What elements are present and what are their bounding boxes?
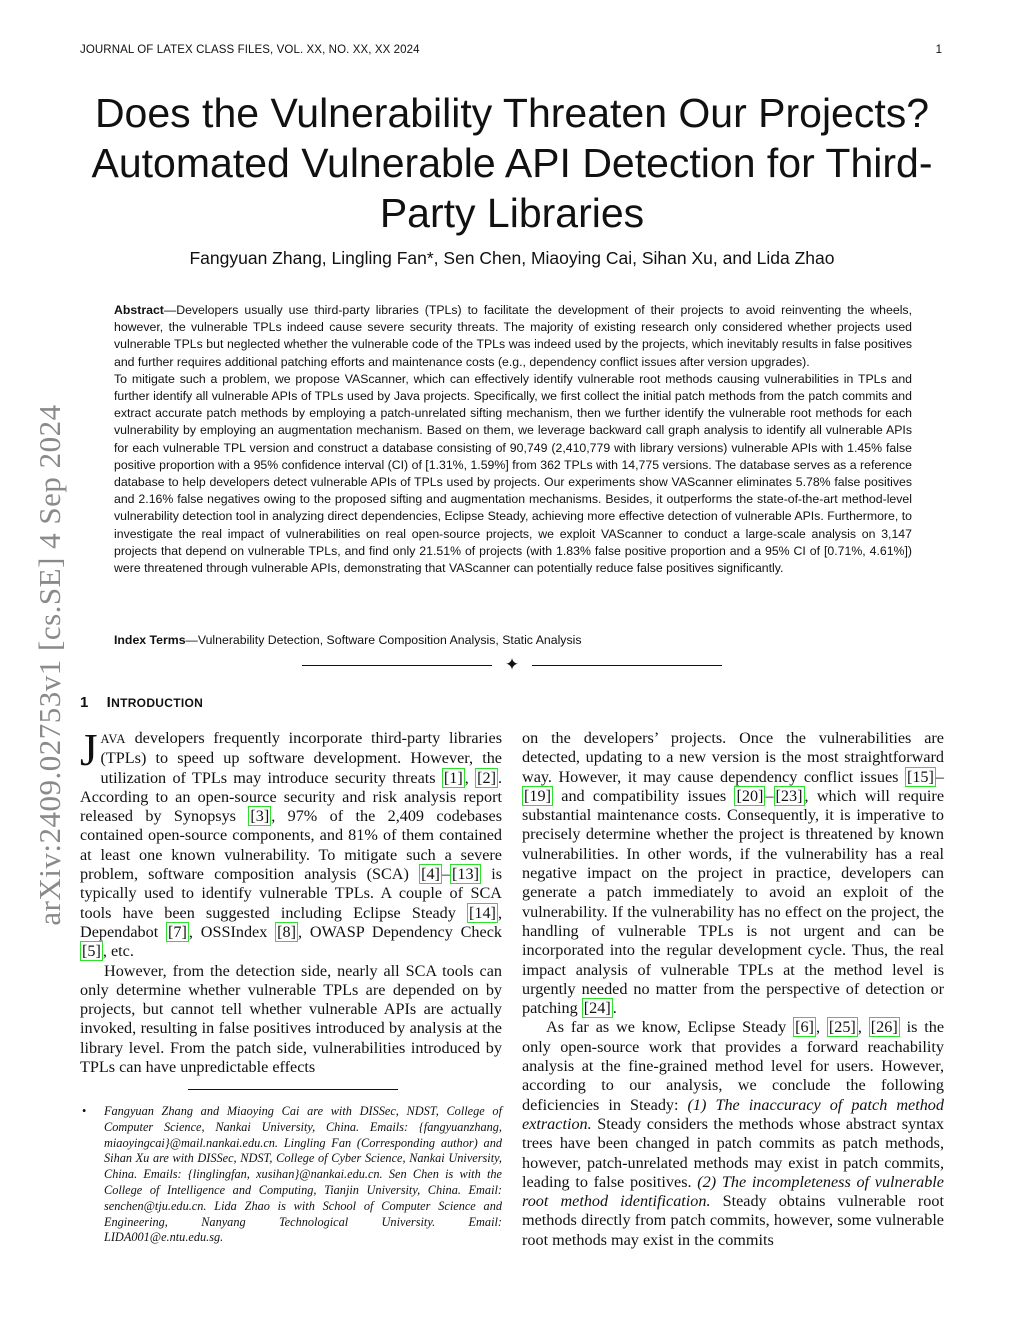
footnote-text: Fangyuan Zhang and Miaoying Cai are with DISSec, NDST, College of Computer Science, Nankai University, China. Emails: {fangyuanzhang, miaoyingcai}@mail.nankai.edu.cn. Lingling Fan (Corresponding author) and Sihan Xu are with DISSec, NDST, College of Cyber Science, Nankai University, China. Emails: {linglingfan, xusihan}@nankai.edu.cn. Sen Chen is with the College of Intelligence and Computing, Tianjin University, China. Email: senchen@tju.edu.cn. Lida Zhao is with School of Computer Science and Engineering, Nanyang Technological University. Email: LIDA001@e.ntu.edu.sg. — [104, 1104, 502, 1245]
index-terms-text: —Vulnerability Detection, Software Composition Analysis, Static Analysis — [185, 633, 582, 647]
citation-link[interactable]: [20] — [736, 786, 764, 805]
section-number: 1 — [80, 694, 89, 711]
section-title-rest: NTRODUCTION — [111, 696, 204, 710]
citation-link[interactable]: [6] — [795, 1018, 814, 1037]
paragraph-text: , which will require substantial maintenance costs. Consequently, it is imperative to precisely determine whether the project is threatened by known vulnerabilities. In other words, if the vulnerability has a real negative impact on the project in practice, developers can generate a patch immediately to avoid an exploit of the vulnerability. If the vulnerability has no effect on the project, the handling of vulnerable TPLs is not urgent and can be incorporated into the regular development cycle. Thus, the real impact analysis of vulnerable TPLs at the method level is urgently needed no matter from the perspective of detection or patching — [522, 786, 944, 1018]
citation-link[interactable]: [14] — [468, 903, 496, 922]
paragraph-text: – — [765, 786, 774, 805]
paragraph-text: , Dependabot — [80, 903, 502, 941]
index-terms — [114, 633, 912, 647]
citation-link[interactable]: [1] — [443, 768, 463, 787]
paragraph-text: is the only open-source work that provides a forward reachability analysis at the fine-grained method level for users. However, according to our analysis, we conclude the following deficiencies in Steady: — [522, 1018, 945, 1114]
index-terms-label: Index Terms — [114, 633, 186, 647]
author-list: Fangyuan Zhang, Lingling Fan*, Sen Chen, Miaoying Cai, Sihan Xu, and Lida Zhao — [189, 248, 835, 268]
body-column-left — [80, 725, 503, 1077]
body-column-right — [522, 729, 944, 1250]
intro-paragraph-1 — [80, 725, 503, 962]
paragraph-text: Steady obtains vulnerable root methods directly from patch commits, however, some vulnerable root methods may exist in the commits — [522, 1192, 944, 1249]
paragraph-text: , — [815, 1018, 827, 1037]
citation-link[interactable]: [15] — [906, 767, 934, 786]
intro-paragraph-4 — [522, 1018, 944, 1250]
divider-rule-right — [532, 665, 722, 666]
paragraph-text: on the developers’ projects. Once the vulnerabilities are detected, updating to a new version is the most straightforward way. However, it may cause dependency conflict issues — [522, 729, 944, 786]
paragraph-text: , OWASP Dependency Check — [298, 922, 502, 941]
paragraph-text: , 97% of the 2,409 codebases contained open-source components, and 81% of them contained at least one known vulnerability. To mitigate such a severe problem, software composition analysis (SCA) — [80, 807, 502, 884]
abstract-text-1: —Developers usually use third-party libraries (TPLs) to facilitate the development of their projects to avoid reinventing the wheels, however, the vulnerable TPLs indeed cause severe security threats. The majority of existing research only considered whether projects used vulnerable TPLs but neglected whether the vulnerable code of the TPLs was indeed used by the projects, which inevitably results in false positives and further requires additional patching efforts and maintenance costs (e.g., dependency conflict issues after version upgrades). — [114, 303, 912, 369]
arxiv-identifier-stamp: arXiv:2409.02753v1 [cs.SE] 4 Sep 2024 — [32, 404, 67, 926]
abstract-label: Abstract — [114, 303, 164, 317]
emphasis-text: (1) The inaccuracy of patch method extraction. — [522, 1095, 944, 1133]
paragraph-text: As far as we know, Eclipse Steady — [546, 1018, 794, 1037]
paragraph-text: – — [935, 767, 944, 786]
divider-diamond-icon: ✦ — [504, 655, 520, 674]
paragraph-text: , etc. — [102, 942, 134, 961]
citation-link[interactable]: [5] — [82, 942, 101, 961]
abstract-paragraph-2: To mitigate such a problem, we propose VAScanner, which can effectively identify vulnerable root methods causing vulnerabilities in TPLs and further identify all vulnerable APIs of TPLs used by Java projects. Specifically, we first collect the initial patch methods from the patch commits and extract accurate patch methods by employing a patch-unrelated sifting mechanism, then we further identify the vulnerable root methods for each vulnerability by employing an augmentation mechanism. Based on them, we leverage backward call graph analysis to identify all vulnerable APIs for each vulnerable TPL version and construct a database consisting of 90,749 (2,410,779 with library versions) vulnerable APIs with 1.45% false positive proportion with a 95% confidence interval (CI) of [1.31%, 1.59%] from 362 TPLs with 14,775 versions. The database serves as a reference database to help developers detect vulnerable APIs of TPLs used by projects. Our experiments show VAScanner eliminates 5.78% false positives and 2.16% false negatives owing to the proposed sifting and augmentation mechanisms. Besides, it outperforms the state-of-the-art method-level vulnerability detection tool in analyzing direct dependencies, Eclipse Steady, achieving more effective detection of vulnerable APIs. Furthermore, to investigate the real impact of vulnerabilities on real open-source projects, we exploit VAScanner to conduct a large-scale analysis on 3,147 projects that depend on vulnerable TPLs, and find only 21.51% of projects (with 1.83% false positive proportion and a 95% CI of [0.71%, 4.61%]) were threatened through vulnerable APIs, demonstrating that VAScanner can potentially reduce false positives significantly. — [114, 371, 912, 576]
citation-link[interactable]: [4] — [421, 865, 440, 884]
paragraph-text: developers frequently incorporate third-party libraries (TPLs) to speed up software development. However, the utilization of TPLs may introduce security threats — [100, 729, 502, 787]
paragraph-text: is typically used to identify vulnerable TPLs. A couple of SCA tools have been suggested including Eclipse Steady — [80, 865, 502, 922]
paragraph-text: . — [612, 999, 617, 1018]
citation-link[interactable]: [3] — [250, 807, 270, 826]
paragraph-text: – — [441, 865, 451, 884]
footnote-rule — [188, 1089, 398, 1090]
paragraph-text: , OSSIndex — [188, 922, 276, 941]
paragraph-text: and compatibility issues — [552, 786, 735, 805]
citation-link[interactable]: [26] — [870, 1018, 898, 1037]
intro-paragraph-2: However, from the detection side, nearly all SCA tools can only determine whether vulnerable TPLs are depended on by projects, but cannot tell whether vulnerable APIs are actually invoked, resulting in false positives introduced by analysis at the library level. From the patch side, vulnerabilities introduced by TPLs can have unpredictable effects — [80, 961, 502, 1077]
citation-link[interactable]: [19] — [524, 786, 551, 805]
page-number: 1 — [935, 44, 942, 56]
citation-link[interactable]: [25] — [828, 1018, 856, 1037]
footnote-bullet-icon: • — [82, 1104, 87, 1118]
paper-title: Does the Vulnerability Threaten Our Projects? Automated Vulnerable API Detection for Third-Party Libraries — [91, 90, 933, 236]
citation-link[interactable]: [13] — [452, 865, 480, 884]
paragraph-text: . According to an open-source security and risk analysis report released by Synopsys — [80, 768, 503, 826]
paragraph-text: Steady considers the methods whose abstract syntax trees have been changed in patch commits as patch methods, however, patch-unrelated methods may exist in patch commits, leading to false positives. — [522, 1114, 944, 1191]
author-affiliation-footnote — [80, 1104, 502, 1246]
citation-link[interactable]: [23] — [775, 786, 803, 805]
section-title-initial: I — [106, 694, 112, 711]
running-header: JOURNAL OF LATEX CLASS FILES, VOL. XX, NO. XX, XX 2024 — [80, 44, 420, 56]
abstract — [114, 302, 912, 577]
abstract-paragraph-1 — [114, 302, 912, 371]
first-word-small-caps: AVA — [100, 732, 126, 746]
drop-cap: J — [80, 725, 98, 775]
paragraph-text: , — [464, 768, 476, 787]
intro-paragraph-3 — [522, 729, 944, 1018]
paragraph-text: , — [857, 1018, 869, 1037]
divider-rule-left — [302, 665, 492, 666]
emphasis-text: (2) The incompleteness of vulnerable root method identification. — [522, 1172, 944, 1211]
section-divider — [302, 655, 722, 675]
citation-link[interactable]: [8] — [277, 922, 296, 941]
citation-link[interactable]: [24] — [583, 999, 611, 1018]
citation-link[interactable]: [7] — [168, 922, 187, 941]
section-heading-introduction — [80, 694, 203, 711]
citation-link[interactable]: [2] — [477, 768, 496, 787]
